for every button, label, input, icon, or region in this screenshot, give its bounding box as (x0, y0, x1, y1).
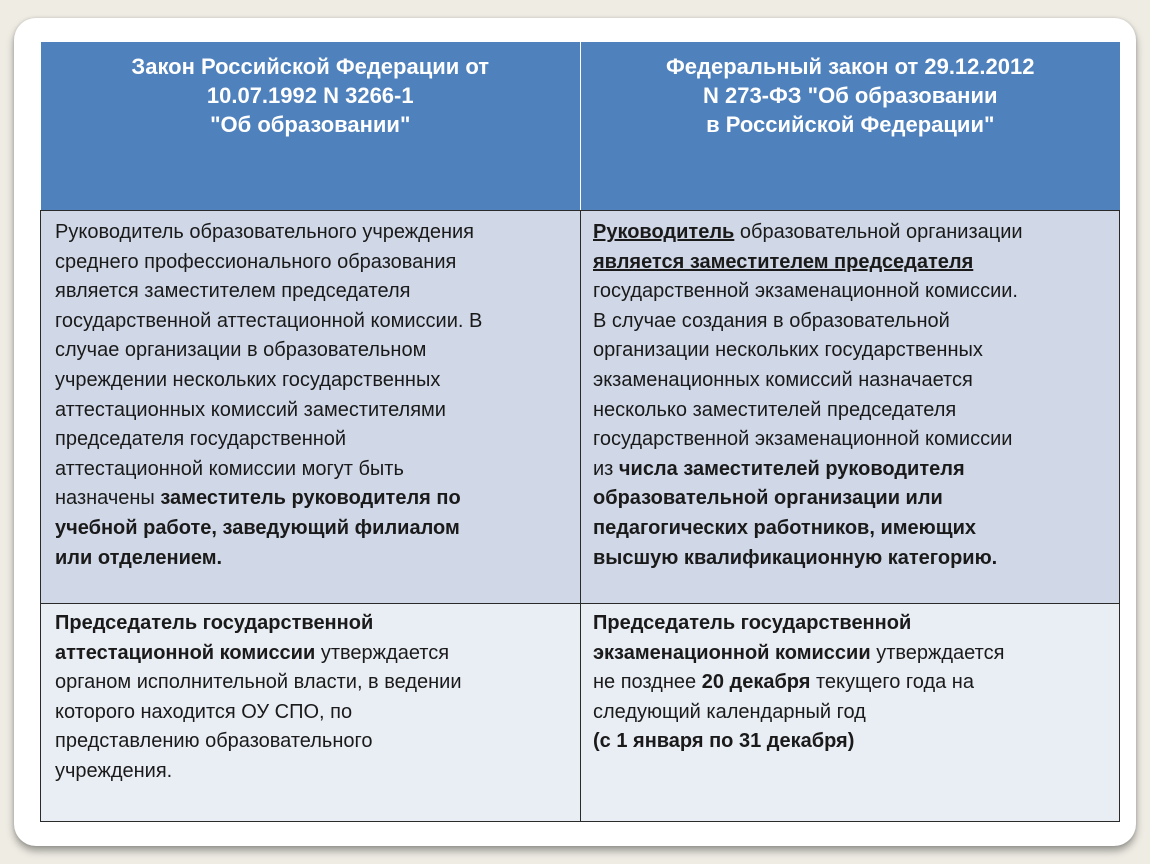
text-fragment: не позднее (593, 671, 702, 694)
bold-fragment: числа заместителей руководителя (618, 457, 965, 480)
bold-line: Председатель государственной (55, 612, 374, 634)
bold-fragment: 20 декабря (701, 671, 811, 694)
text-line: представлению образовательного (55, 730, 373, 753)
text-fragment: утверждается (870, 641, 1005, 664)
text-line: В случае создания в образовательной (593, 309, 950, 332)
text-line: учреждении нескольких государственных (55, 368, 441, 391)
cell-new-chair-approval (581, 604, 1120, 822)
text-line: организации нескольких государственных (593, 339, 983, 362)
text-line: аттестационных комиссий заместителями (55, 398, 446, 421)
cell-old-chair-approval (41, 604, 581, 822)
text-line (593, 455, 1109, 485)
text-fragment: образовательной организации (734, 221, 1023, 243)
table-row (41, 211, 1120, 604)
bold-line: Председатель государственной (593, 612, 912, 634)
bold-line: высшую квалификационную категорию. (593, 546, 998, 569)
header-old-law-line: Закон Российской Федерации от (131, 54, 490, 79)
bold-line: педагогических работников, имеющих (593, 516, 977, 539)
text-line: государственной экзаменационной комиссии (593, 428, 1013, 451)
text-line: является заместителем председателя (55, 280, 411, 303)
text-line: среднего профессионального образования (55, 250, 457, 273)
text-line (593, 639, 1109, 669)
text-fragment: утверждается (315, 641, 450, 664)
text-line: председателя государственной (55, 428, 347, 451)
header-new-law (581, 42, 1120, 211)
bold-line: учебной работе, заведующий филиалом (55, 516, 460, 539)
text-line (55, 484, 570, 514)
text-line (593, 218, 1109, 248)
text-line: государственной экзаменационной комиссии. (593, 280, 1018, 303)
bold-line: или отделением. (55, 546, 223, 569)
text-line: несколько заместителей председателя (593, 398, 957, 421)
text-fragment: назначены (55, 487, 161, 510)
table-row (41, 604, 1120, 822)
header-old-law (41, 42, 581, 211)
bold-line: (с 1 января по 31 декабря) (593, 730, 855, 753)
text-fragment: из (593, 457, 619, 480)
text-line (55, 639, 570, 669)
text-fragment: текущего года на (810, 671, 974, 694)
bold-fragment: экзаменационной комиссии (593, 641, 871, 664)
text-line: которого находится ОУ СПО, по (55, 700, 353, 723)
comparison-table (40, 42, 1120, 822)
header-new-law-line: Федеральный закон от 29.12.2012 (666, 54, 1035, 79)
text-line: органом исполнительной власти, в ведении (55, 671, 462, 694)
header-old-law-line: "Об образовании" (210, 112, 411, 137)
text-line: учреждения. (55, 759, 173, 782)
header-new-law-line: N 273-ФЗ "Об образовании (702, 83, 998, 108)
text-line: случае организации в образовательном (55, 339, 427, 362)
text-line (593, 668, 1109, 698)
bold-fragment: аттестационной комиссии (55, 641, 316, 664)
cell-new-deputy-chair (581, 211, 1120, 604)
text-line: следующий календарный год (593, 700, 866, 723)
text-line: аттестационной комиссии могут быть (55, 457, 404, 480)
cell-old-deputy-chair (41, 211, 581, 604)
text-line: экзаменационных комиссий назначается (593, 368, 973, 391)
header-row (41, 42, 1120, 211)
bold-underlined-fragment: Руководитель (593, 221, 735, 243)
header-old-law-line: 10.07.1992 N 3266-1 (206, 83, 414, 108)
header-new-law-line: в Российской Федерации" (706, 112, 995, 137)
text-line: государственной аттестационной комиссии. В (55, 309, 483, 332)
bold-fragment: заместитель руководителя по (160, 487, 461, 510)
bold-underlined-line: является заместителем председателя (593, 250, 974, 273)
text-line: Руководитель образовательного учреждения (55, 221, 475, 243)
bold-line: образовательной организации или (593, 487, 943, 510)
